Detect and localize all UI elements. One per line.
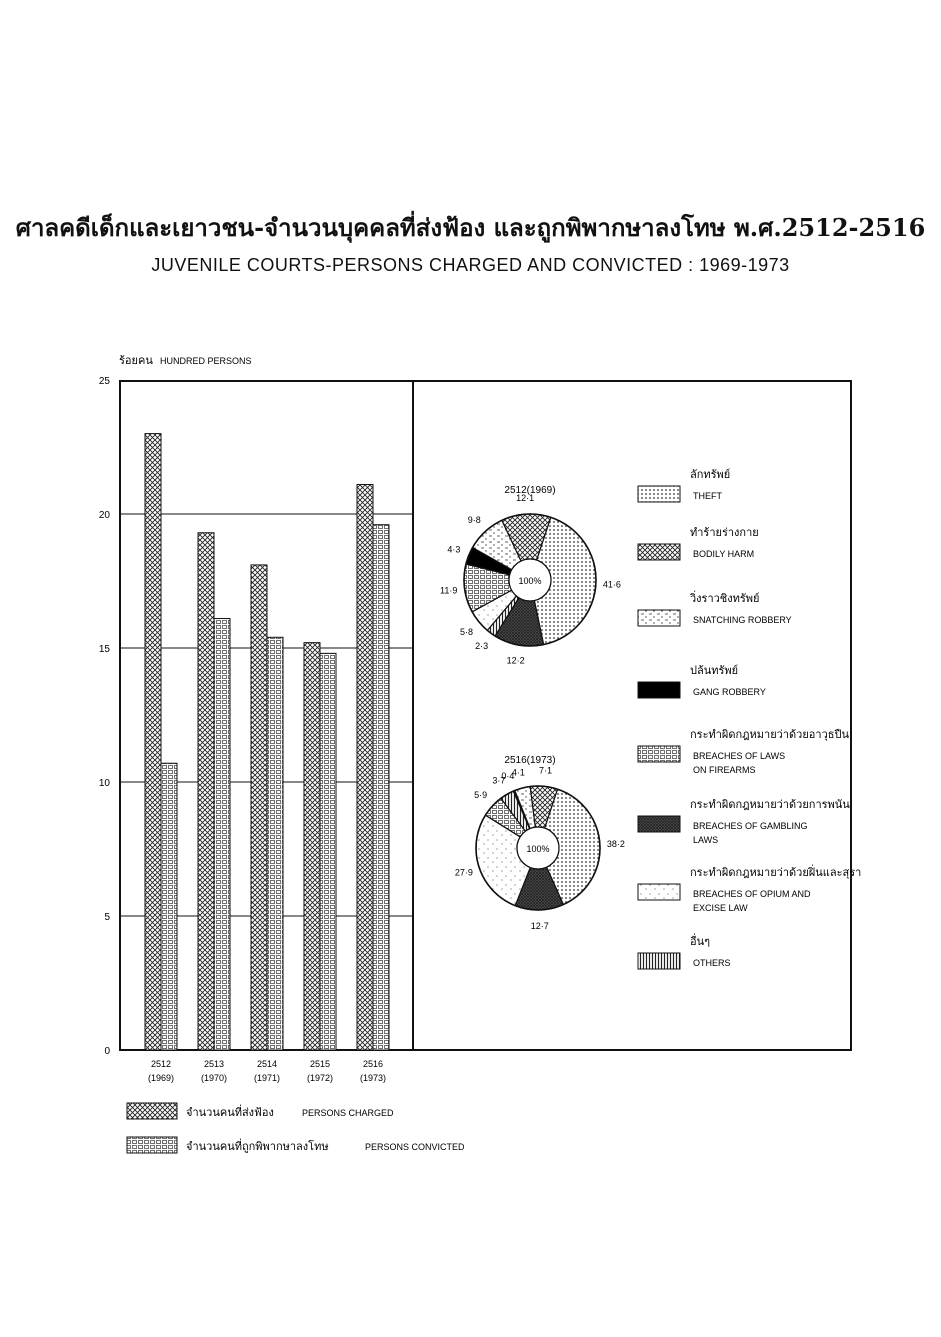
legend-swatch-convicted bbox=[127, 1137, 177, 1153]
legend-label-convicted: PERSONS CONVICTED bbox=[365, 1142, 465, 1152]
pie-legend-label: BODILY HARM bbox=[693, 549, 755, 559]
pie-1969-title: 2512(1969) bbox=[504, 485, 556, 496]
x-tick-label: 2514 bbox=[256, 1059, 278, 1069]
pie-center-label: 100% bbox=[526, 844, 550, 854]
legend-label-charged-thai: จำนวนคนที่ส่งฟ้อง bbox=[186, 1106, 274, 1119]
pie-slice-label: 4·3 bbox=[447, 544, 461, 555]
pie-legend-swatch bbox=[638, 953, 680, 969]
x-tick-sublabel: (1969) bbox=[147, 1073, 175, 1083]
pie-legend-swatch bbox=[638, 884, 680, 900]
bar-charged bbox=[251, 565, 267, 1050]
pie-legend-label: OTHERS bbox=[693, 958, 731, 968]
bar-convicted bbox=[373, 525, 389, 1050]
pie-legend-label: BREACHES OF GAMBLING bbox=[693, 821, 808, 831]
pie-slice-label: 38·2 bbox=[606, 839, 625, 850]
x-tick-sublabel: (1971) bbox=[253, 1073, 281, 1083]
pie-legend-label: BREACHES OF OPIUM AND bbox=[693, 889, 811, 899]
pie-slice-label: 0·4 bbox=[501, 771, 515, 782]
pie-slice-label: 12·1 bbox=[516, 493, 535, 504]
y-tick-label: 5 bbox=[104, 912, 110, 923]
pie-legend-label: GANG ROBBERY bbox=[693, 687, 766, 697]
pie-legend-label-thai: กระทำผิดกฎหมายว่าด้วยอาวุธปืน bbox=[690, 728, 849, 741]
chart-title-english: JUVENILE COURTS-PERSONS CHARGED AND CONVICTED : 1969-1973 bbox=[151, 255, 790, 275]
pie-1973 bbox=[455, 765, 625, 931]
y-tick-label: 0 bbox=[104, 1046, 110, 1057]
x-tick-sublabel: (1973) bbox=[359, 1073, 387, 1083]
bar-charged bbox=[304, 643, 320, 1050]
y-tick-labels bbox=[99, 376, 111, 1057]
pie-slice-label: 5·8 bbox=[460, 626, 474, 637]
pie-slice-label: 3·7 bbox=[492, 775, 506, 786]
bar-charged bbox=[357, 485, 373, 1050]
y-tick-label: 15 bbox=[98, 644, 110, 655]
legend-label-charged: PERSONS CHARGED bbox=[302, 1108, 394, 1118]
y-tick-label: 20 bbox=[98, 510, 110, 521]
pie-legend bbox=[638, 468, 861, 969]
legend-swatch-charged bbox=[127, 1103, 177, 1119]
bar-convicted bbox=[161, 763, 177, 1050]
bar-series bbox=[145, 434, 389, 1050]
x-tick-sublabel: (1972) bbox=[306, 1073, 334, 1083]
pie-slice-label: 41·6 bbox=[602, 579, 621, 590]
pie-slice-label: 12·2 bbox=[506, 655, 525, 666]
pie-legend-label-thai: ลักทรัพย์ bbox=[690, 468, 731, 481]
pie-legend-label-thai: วิ่งราวชิงทรัพย์ bbox=[690, 592, 760, 605]
pie-center-label: 100% bbox=[518, 576, 542, 586]
x-tick-label: 2516 bbox=[362, 1059, 384, 1069]
pie-legend-label: BREACHES OF LAWS bbox=[693, 751, 786, 761]
bar-convicted bbox=[214, 619, 230, 1050]
pie-legend-label: SNATCHING ROBBERY bbox=[693, 615, 792, 625]
y-tick-label: 10 bbox=[98, 778, 110, 789]
pie-legend-swatch bbox=[638, 544, 680, 560]
pie-legend-swatch bbox=[638, 682, 680, 698]
bar-legend bbox=[127, 1103, 465, 1153]
pie-legend-label-thai: ทำร้ายร่างกาย bbox=[690, 526, 759, 539]
x-tick-sublabel: (1970) bbox=[200, 1073, 228, 1083]
x-tick-labels bbox=[148, 1059, 386, 1083]
pie-slice-label: 9·8 bbox=[467, 514, 481, 525]
pie-slice-label: 2·3 bbox=[475, 641, 489, 652]
pie-slice-label: 12·7 bbox=[530, 920, 549, 931]
pie-legend-label-thai: กระทำผิดกฎหมายว่าด้วยการพนัน bbox=[690, 798, 850, 811]
pie-legend-swatch bbox=[638, 610, 680, 626]
y-axis-title: HUNDRED PERSONS bbox=[160, 356, 252, 366]
pie-1973-title: 2516(1973) bbox=[504, 755, 556, 766]
x-tick-label: 2513 bbox=[203, 1059, 225, 1069]
pie-legend-label-cont: EXCISE LAW bbox=[693, 903, 748, 913]
bar-charged bbox=[145, 434, 161, 1050]
pie-legend-label-thai: ปล้นทรัพย์ bbox=[690, 664, 739, 677]
pie-legend-swatch bbox=[638, 746, 680, 762]
x-tick-label: 2515 bbox=[309, 1059, 331, 1069]
pie-slice-label: 4·1 bbox=[511, 767, 525, 778]
pie-legend-swatch bbox=[638, 486, 680, 502]
x-tick-label: 2512 bbox=[150, 1059, 172, 1069]
chart-title-thai: ศาลคดีเด็กและเยาวชน-จำนวนบุคคลที่ส่งฟ้อง และถูกพิพากษาลงโทษ พ.ศ.2512-2516 bbox=[15, 213, 926, 242]
pie-slice-label: 7·1 bbox=[539, 765, 553, 776]
y-axis-title-thai: ร้อยคน bbox=[119, 354, 153, 367]
pie-slice-label: 27·9 bbox=[454, 867, 473, 878]
pie-legend-label-cont: LAWS bbox=[693, 835, 719, 845]
bar-convicted bbox=[267, 637, 283, 1050]
pie-slice-label: 5·9 bbox=[474, 790, 488, 801]
pie-legend-label-thai: อื่นๆ bbox=[690, 935, 711, 948]
bar-charged bbox=[198, 533, 214, 1050]
pie-slice-label: 11·9 bbox=[440, 585, 458, 596]
legend-label-convicted-thai: จำนวนคนที่ถูกพิพากษาลงโทษ bbox=[186, 1140, 329, 1153]
bar-convicted bbox=[320, 653, 336, 1050]
pie-legend-label-cont: ON FIREARMS bbox=[693, 765, 756, 775]
pie-legend-label-thai: กระทำผิดกฎหมายว่าด้วยฝิ่นและสุรา bbox=[690, 866, 862, 879]
pie-1969 bbox=[440, 493, 621, 666]
pie-legend-label: THEFT bbox=[693, 491, 722, 501]
pie-legend-swatch bbox=[638, 816, 680, 832]
y-tick-label: 25 bbox=[98, 376, 110, 387]
